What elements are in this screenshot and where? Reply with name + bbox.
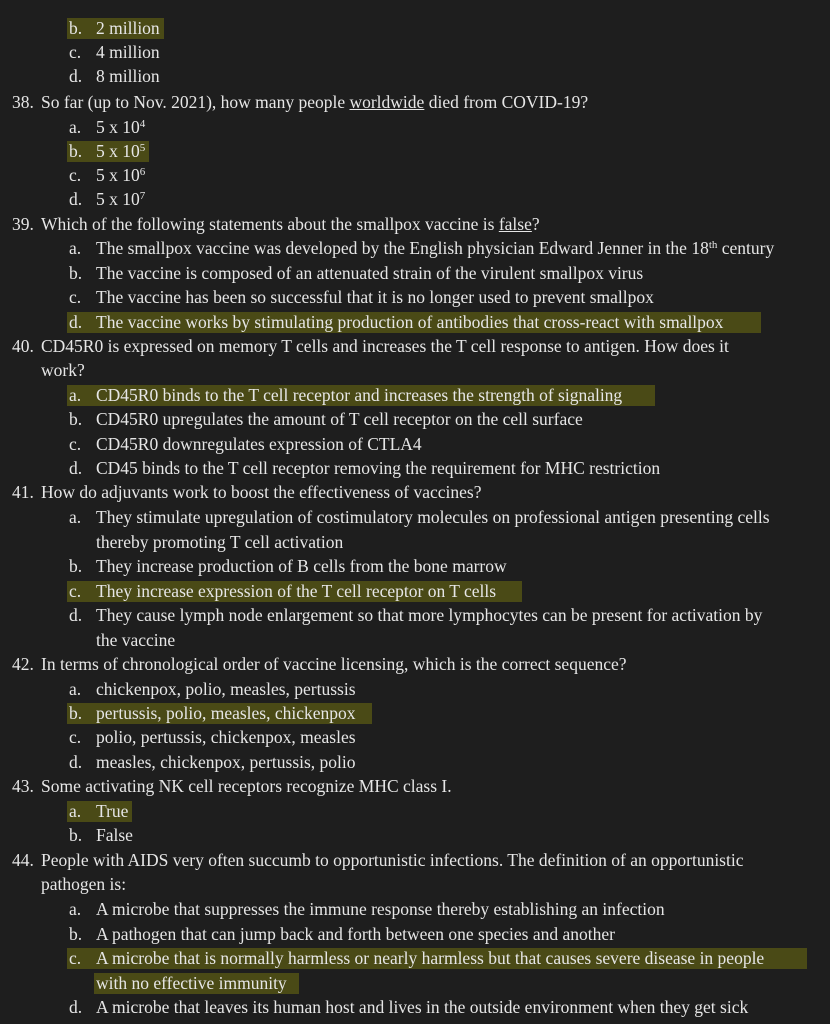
option-letter: b.	[69, 825, 83, 845]
option-text: False	[96, 825, 133, 845]
option-text: CD45R0 upregulates the amount of T cell receptor on the cell surface	[96, 409, 583, 429]
option-letter: c.	[69, 727, 82, 747]
option-letter: b.	[69, 409, 83, 429]
question-text: So far (up to Nov. 2021), how many people worldwide died from COVID-19?	[41, 92, 589, 112]
option-text: They cause lymph node enlargement so that more lymphocytes can be present for activation by	[96, 605, 763, 625]
question-number: 42.	[12, 654, 34, 674]
option-text: chickenpox, polio, measles, pertussis	[96, 679, 356, 699]
option-text: A pathogen that can jump back and forth between one species and another	[96, 924, 615, 944]
option-letter: d.	[69, 189, 83, 209]
option-letter: c.	[69, 42, 82, 62]
option-letter: c.	[69, 165, 82, 185]
option-text: 5 x $10^6$	[96, 165, 146, 185]
option-text-cont: with no effective immunity	[96, 973, 287, 993]
option-letter: b.	[69, 703, 83, 723]
option-letter: d.	[69, 997, 83, 1017]
option-letter: c.	[69, 581, 82, 601]
question-number: 38.	[12, 92, 34, 112]
option-text: 4 million	[96, 42, 160, 62]
option-text: 5 x $10^4$	[96, 117, 146, 137]
option-text: 2 million	[96, 18, 160, 38]
question-text: Which of the following statements about the smallpox vaccine is false?	[41, 214, 540, 234]
option-text: polio, pertussis, chickenpox, measles	[96, 727, 356, 747]
question-number: 40.	[12, 336, 34, 356]
option-letter: a.	[69, 238, 82, 258]
option-letter: b.	[69, 263, 83, 283]
option-text: A microbe that is normally harmless or nearly harmless but that causes severe disease in people	[96, 948, 765, 968]
option-text: They increase expression of the T cell receptor on T cells	[96, 581, 497, 601]
option-letter: a.	[69, 899, 82, 919]
option-text: CD45R0 downregulates expression of CTLA4	[96, 434, 422, 454]
question-number: 41.	[12, 482, 34, 502]
option-text: True	[96, 801, 129, 821]
option-text: The vaccine works by stimulating production of antibodies that cross-react with smallpox	[96, 312, 724, 332]
option-letter: d.	[69, 752, 83, 772]
question-text: People with AIDS very often succumb to opportunistic infections. The definition of an opportunistic	[41, 850, 744, 870]
question-text-cont: pathogen is:	[41, 874, 127, 894]
question-number: 44.	[12, 850, 34, 870]
question-text: How do adjuvants work to boost the effectiveness of vaccines?	[41, 482, 482, 502]
option-letter: b.	[69, 556, 83, 576]
option-letter: a.	[69, 117, 82, 137]
option-text: The smallpox vaccine was developed by the English physician Edward Jenner in the 18th century	[96, 238, 775, 258]
option-text: They increase production of B cells from the bone marrow	[96, 556, 507, 576]
option-text: A microbe that leaves its human host and lives in the outside environment when they get sick	[96, 997, 749, 1017]
question-text-cont: work?	[41, 360, 85, 380]
option-text: They stimulate upregulation of costimulatory molecules on professional antigen presenting cells	[96, 507, 770, 527]
option-letter: a.	[69, 507, 82, 527]
question-text: In terms of chronological order of vaccine licensing, which is the correct sequence?	[41, 654, 627, 674]
option-letter: b.	[69, 924, 83, 944]
option-text-cont: thereby promoting T cell activation	[96, 532, 344, 552]
option-text: 8 million	[96, 66, 160, 86]
option-text: A microbe that suppresses the immune response thereby establishing an infection	[96, 899, 665, 919]
option-letter: a.	[69, 801, 82, 821]
option-text: 5 x $10^7$	[96, 189, 146, 209]
option-text: 5 x $10^5$	[96, 141, 146, 161]
option-letter: d.	[69, 458, 83, 478]
option-letter: d.	[69, 66, 83, 86]
option-text-cont: the vaccine	[96, 630, 176, 650]
option-text: CD45 binds to the T cell receptor removing the requirement for MHC restriction	[96, 458, 661, 478]
option-letter: a.	[69, 385, 82, 405]
option-text: pertussis, polio, measles, chickenpox	[96, 703, 356, 723]
option-letter: c.	[69, 434, 82, 454]
option-letter: c.	[69, 287, 82, 307]
question-number: 43.	[12, 776, 34, 796]
question-text: Some activating NK cell receptors recognize MHC class I.	[41, 776, 452, 796]
question-text: CD45R0 is expressed on memory T cells and increases the T cell response to antigen. How does it	[41, 336, 729, 356]
option-letter: d.	[69, 312, 83, 332]
option-text: The vaccine has been so successful that it is no longer used to prevent smallpox	[96, 287, 654, 307]
option-text: CD45R0 binds to the T cell receptor and increases the strength of signaling	[96, 385, 623, 405]
option-text: The vaccine is composed of an attenuated strain of the virulent smallpox virus	[96, 263, 644, 283]
option-letter: b.	[69, 141, 83, 161]
question-number: 39.	[12, 214, 34, 234]
option-letter: a.	[69, 679, 82, 699]
option-letter: c.	[69, 948, 82, 968]
option-letter: b.	[69, 18, 83, 38]
option-letter: d.	[69, 605, 83, 625]
option-text: measles, chickenpox, pertussis, polio	[96, 752, 356, 772]
